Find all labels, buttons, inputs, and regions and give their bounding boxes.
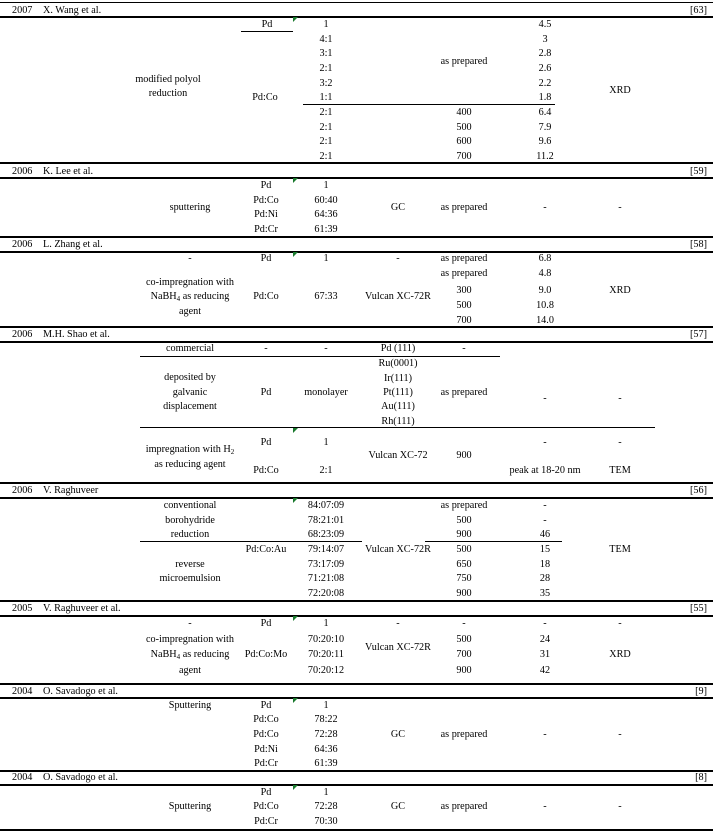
system: Pd:Co [253, 729, 279, 740]
particle-size: 11.2 [536, 151, 554, 162]
entry-year: 2006 [12, 329, 33, 340]
ratio: 79:14:07 [307, 544, 345, 555]
entry-ref: [8] [695, 772, 707, 783]
system: Pd:Cr [254, 758, 278, 769]
subscript: 4 [176, 653, 181, 661]
comment-marker-icon [293, 428, 298, 433]
method-line: borohydride [165, 515, 215, 526]
ratio: 4:1 [319, 34, 333, 45]
particle-size: 2.6 [538, 63, 552, 74]
temperature: as prepared [440, 253, 488, 264]
system: Pd [260, 437, 272, 448]
particle-size: 3 [542, 34, 548, 45]
comment-marker-icon [293, 498, 298, 503]
temperature: as prepared [440, 500, 488, 511]
entry-ref: [58] [690, 239, 707, 250]
method-line: reverse [175, 559, 205, 570]
particle-size: - [543, 515, 547, 526]
temperature: 300 [456, 285, 472, 296]
technique: - [618, 437, 622, 448]
entry-year: 2006 [12, 166, 33, 177]
system: Pd:Co [253, 714, 279, 725]
ratio: 71:21:08 [307, 573, 345, 584]
method-line: impregnation with $H_2$ [145, 444, 235, 456]
ratio: 2:1 [319, 465, 333, 476]
separator [241, 31, 293, 32]
entry-author: L. Zhang et al. [43, 239, 103, 250]
technique: - [618, 202, 622, 213]
particle-size: 35 [539, 588, 551, 599]
particle-size: - [543, 437, 547, 448]
separator [303, 104, 555, 105]
ratio: 78:22 [314, 714, 338, 725]
support: Vulcan XC-72R [365, 291, 431, 302]
temperature: 750 [456, 573, 472, 584]
technique: XRD [609, 85, 631, 96]
temperature: 600 [456, 136, 472, 147]
method-line: sputtering [169, 202, 211, 213]
method-line: modified polyol [135, 74, 201, 85]
method-line: co-impregnation with [146, 277, 234, 288]
system: Pd:Co [253, 291, 279, 302]
technique: TEM [609, 465, 631, 476]
ratio: 2:1 [319, 151, 333, 162]
system: Pd:Co [253, 801, 279, 812]
system: Pd:Ni [254, 209, 278, 220]
comment-marker-icon [293, 616, 298, 621]
ratio: 67:33 [314, 291, 338, 302]
method-line: Sputtering [168, 700, 212, 711]
separator [140, 541, 362, 542]
technique: XRD [609, 285, 631, 296]
temperature: 900 [456, 588, 472, 599]
method-line: commercial [165, 343, 215, 354]
entry-rule [0, 497, 713, 499]
ratio: 3:1 [319, 48, 333, 59]
particle-size: 10.8 [536, 300, 554, 311]
entry-ref: [55] [690, 603, 707, 614]
table-top-rule [0, 2, 713, 3]
system: Pd:Ni [254, 744, 278, 755]
method-dash: - [188, 618, 192, 629]
temperature: 700 [456, 315, 472, 326]
particle-size: 7.9 [538, 122, 552, 133]
reagent-role: as reducing [182, 649, 230, 660]
subscript: 4 [176, 295, 181, 303]
entry-year: 2005 [12, 603, 33, 614]
support: Vulcan XC-72R [365, 544, 431, 555]
system: Pd:Co:Au [245, 544, 287, 555]
particle-size: 6.4 [538, 107, 552, 118]
reagent-role: as reducing [182, 291, 230, 302]
support: GC [390, 801, 406, 812]
technique: - [618, 801, 622, 812]
support: Ir(111) [383, 373, 413, 384]
system: Pd:Cr [254, 816, 278, 827]
ratio: 72:28 [314, 801, 338, 812]
particle-size: 9.0 [538, 285, 552, 296]
temperature: 900 [456, 665, 472, 676]
method-dash: - [188, 253, 192, 264]
entry-author: V. Raghuveer [43, 485, 99, 496]
entry-author: V. Raghuveer et al. [43, 603, 121, 614]
particle-size: 2.2 [538, 78, 552, 89]
particle-size: 15 [539, 544, 551, 555]
ratio: monolayer [304, 387, 348, 398]
temperature: 500 [456, 544, 472, 555]
particle-size: 24 [539, 634, 551, 645]
entry-rule [0, 482, 713, 484]
table-bottom-rule [0, 829, 713, 831]
particle-size: 1.8 [538, 92, 552, 103]
technique: XRD [609, 649, 631, 660]
temperature: as prepared [440, 387, 488, 398]
entry-rule [0, 784, 713, 786]
ratio: 1 [323, 180, 329, 191]
reagent-formula: NaBH [150, 291, 177, 302]
entry-ref: [63] [690, 5, 707, 16]
method-line: galvanic [172, 387, 208, 398]
comment-marker-icon [293, 698, 298, 703]
technique: - [618, 618, 622, 629]
entry-rule [0, 162, 713, 164]
method-line: Sputtering [168, 801, 212, 812]
temperature: 400 [456, 107, 472, 118]
system: Pd:Co [253, 195, 279, 206]
temperature: 650 [456, 559, 472, 570]
subscript: 2 [230, 448, 235, 456]
support: Rh(111) [381, 416, 415, 427]
entry-author: O. Savadogo et al. [43, 686, 118, 697]
ratio: 1 [323, 700, 329, 711]
system: Pd [261, 19, 273, 30]
system: Pd:Cr [254, 224, 278, 235]
system: Pd [260, 253, 272, 264]
ratio: 70:30 [314, 816, 338, 827]
reagent-formula: NaBH [150, 649, 177, 660]
particle-size: 42 [539, 665, 551, 676]
temperature: as prepared [440, 202, 488, 213]
temperature: 500 [456, 122, 472, 133]
support: Au(111) [381, 401, 415, 412]
ratio: 1 [323, 19, 329, 30]
entry-rule [0, 615, 713, 617]
entry-year: 2007 [12, 5, 33, 16]
temperature: 900 [456, 529, 472, 540]
temperature: - [462, 343, 466, 354]
support: GC [390, 202, 406, 213]
ratio: 1:1 [319, 92, 333, 103]
comment-marker-icon [293, 252, 298, 257]
particle-size: - [543, 618, 547, 629]
particle-size: 31 [539, 649, 551, 660]
particle-size: 4.8 [538, 268, 552, 279]
temperature: 500 [456, 515, 472, 526]
particle-size: 9.6 [538, 136, 552, 147]
method-line [151, 648, 230, 661]
method-line: co-impregnation with [146, 634, 234, 645]
ratio: - [324, 343, 328, 354]
ratio: 70:20:10 [307, 634, 345, 645]
comment-marker-icon [293, 17, 298, 22]
entry-rule [0, 697, 713, 699]
technique: - [618, 729, 622, 740]
support: - [396, 253, 400, 264]
technique: - [618, 393, 622, 404]
technique: TEM [609, 544, 631, 555]
support: Ru(0001) [378, 358, 418, 369]
separator [140, 427, 655, 428]
particle-size: - [543, 500, 547, 511]
entry-ref: [59] [690, 166, 707, 177]
ratio: 60:40 [314, 195, 338, 206]
entry-year: 2004 [12, 686, 33, 697]
ratio: 1 [323, 787, 329, 798]
entry-ref: [57] [690, 329, 707, 340]
particle-size: 6.8 [538, 253, 552, 264]
method-line: conventional [163, 500, 217, 511]
particle-size: 46 [539, 529, 551, 540]
temperature: 700 [456, 649, 472, 660]
method-line: agent [178, 665, 202, 676]
method-line: agent [178, 306, 202, 317]
method-line: as reducing agent [154, 459, 226, 470]
entry-author: X. Wang et al. [43, 5, 102, 16]
system: Pd:Co:Mo [244, 649, 288, 660]
separator [140, 356, 500, 357]
ratio: 72:20:08 [307, 588, 345, 599]
comment-marker-icon [293, 785, 298, 790]
temperature: 900 [456, 450, 472, 461]
system: Pd [260, 787, 272, 798]
ratio: 2:1 [319, 122, 333, 133]
entry-rule [0, 341, 713, 343]
temperature: 500 [456, 634, 472, 645]
particle-size: - [543, 202, 547, 213]
particle-size: 18 [539, 559, 551, 570]
system: Pd:Co [253, 465, 279, 476]
temperature: 500 [456, 300, 472, 311]
entry-author: K. Lee et al. [43, 166, 94, 177]
system: Pd:Co [252, 92, 278, 103]
particle-size: 14.0 [536, 315, 554, 326]
ratio: 78:21:01 [307, 515, 345, 526]
system: Pd [260, 387, 272, 398]
entry-rule [0, 236, 713, 238]
support: Vulcan XC-72R [365, 642, 431, 653]
method-line: microemulsion [159, 573, 221, 584]
temperature: - [462, 618, 466, 629]
entry-rule [0, 251, 713, 253]
comment-marker-icon [293, 178, 298, 183]
ratio: 64:36 [314, 209, 338, 220]
method-line [151, 290, 230, 303]
system: Pd [260, 700, 272, 711]
separator [425, 541, 562, 542]
system: - [264, 343, 268, 354]
particle-size: 2.8 [538, 48, 552, 59]
ratio: 2:1 [319, 136, 333, 147]
entry-year: 2004 [12, 772, 33, 783]
ratio: 3:2 [319, 78, 333, 89]
system: Pd [260, 618, 272, 629]
ratio: 64:36 [314, 744, 338, 755]
ratio: 72:28 [314, 729, 338, 740]
entry-ref: [9] [695, 686, 707, 697]
particle-size: - [543, 393, 547, 404]
entry-year: 2006 [12, 239, 33, 250]
ratio: 1 [323, 437, 329, 448]
ratio: 61:39 [314, 224, 338, 235]
entry-author: O. Savadogo et al. [43, 772, 118, 783]
particle-size: 28 [539, 573, 551, 584]
entry-rule [0, 16, 713, 18]
ratio: 70:20:12 [307, 665, 345, 676]
support: Pd (111) [380, 343, 416, 354]
ratio: 61:39 [314, 758, 338, 769]
ratio: 2:1 [319, 63, 333, 74]
support: Pt(111) [383, 387, 413, 398]
support: - [396, 618, 400, 629]
ratio: 70:20:11 [308, 649, 344, 660]
ratio: 68:23:09 [307, 529, 345, 540]
ratio: 2:1 [319, 107, 333, 118]
ratio: 84:07:09 [307, 500, 345, 511]
ratio: 73:17:09 [307, 559, 345, 570]
support: Vulcan XC-72 [368, 450, 428, 461]
entry-year: 2006 [12, 485, 33, 496]
temperature: as prepared [440, 268, 488, 279]
particle-size: - [543, 801, 547, 812]
ratio: 1 [323, 253, 329, 264]
method-line: reduction [148, 88, 188, 99]
entry-ref: [56] [690, 485, 707, 496]
method-line: displacement [163, 401, 217, 412]
particle-size: - [543, 729, 547, 740]
method-line: reduction [170, 529, 210, 540]
support: GC [390, 729, 406, 740]
entry-rule [0, 177, 713, 179]
temperature: as prepared [440, 801, 488, 812]
system: Pd [260, 180, 272, 191]
temperature: 700 [456, 151, 472, 162]
ratio: 1 [323, 618, 329, 629]
particle-size: 4.5 [538, 19, 552, 30]
method-line: deposited by [164, 372, 216, 383]
temperature: as prepared [440, 729, 488, 740]
temperature: as prepared [440, 56, 488, 67]
particle-size: peak at 18-20 nm [509, 465, 581, 476]
entry-author: M.H. Shao et al. [43, 329, 110, 340]
